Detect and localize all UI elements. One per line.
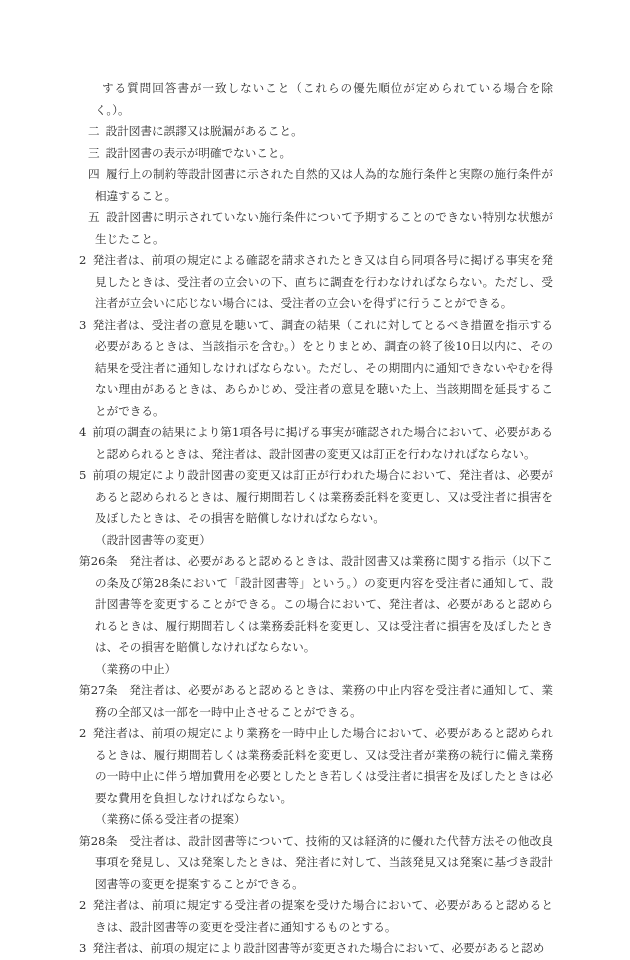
paragraph-marker: 第26条 [79,554,118,568]
paragraph-art25-clause-4 [79,422,553,465]
paragraph-text: 発注者は、受注者の意見を聴いて、調査の結果（これに対してとるべき措置を指示する必要があるときは、当該指示を含む。）をとりまとめ、調査の終了後10日以内に、その結果を受注者に通知しなければならない。ただし、その期間内に通知できないやむを得ない理由があるときは、あらかじめ、受注者の意見を聴いた上、当該期間を延長することができる。 [92,317,553,418]
paragraph-marker: 三 [88,145,100,160]
paragraph-text: 発注者は、前項の規定により業務を一時中止した場合において、必要があると認められるときは、履行期間若しくは業務委託料を変更し、又は受注者が業務の続行に備え業務の一時中止に伴う増加費用を必要としたとき若しくは受注者に損害を及ぼしたときは必要な費用を負担しなければならない。 [92,726,553,805]
paragraph-text: 発注者は、必要があると認めるときは、業務の中止内容を受注者に通知して、業務の全部又は一部を一時中止させることができる。 [95,683,553,719]
paragraph-item-4 [79,164,553,207]
paragraph-text: 発注者は、前項の規定により設計図書等が変更された場合において、必要があると認め [92,941,545,955]
paragraph-text: 履行上の制約等設計図書に示された自然的又は人為的な施行条件と実際の施行条件が相違すること。 [95,167,553,203]
paragraph-text: （業務の中止） [95,661,177,676]
paragraph-item-2 [79,121,553,143]
paragraph-art26-clause-1 [79,551,553,659]
paragraph-marker: 第27条 [79,683,118,697]
paragraph-marker: 第28条 [79,833,118,848]
paragraph-text: 発注者は、必要があると認めるときは、設計図書又は業務に関する指示（以下この条及び第28条において「設計図書等」という。）の変更内容を受注者に通知して、設計図書等を変更することができる。この場合において、発注者は、必要があると認められるときは、履行期間若しくは業務委託料を変更し、又は受注者に損害を及ぼしたときは、その損害を賠償しなければならない。 [95,554,553,654]
paragraph-text: 前項の調査の結果により第1項各号に掲げる事実が確認された場合において、必要があると認められるときは、発注者は、設計図書の変更又は訂正を行わなければならない。 [92,425,553,461]
paragraph-item-5 [79,207,553,250]
paragraph-art28-clause-3 [79,938,553,960]
paragraph-text: （設計図書等の変更） [95,532,211,547]
paragraph-text: 受注者は、設計図書等について、技術的又は経済的に優れた代替方法その他改良事項を発見し、又は発案したときは、発注者に対して、当該発見又は発案に基づき設計図書等の変更を提案することができる。 [95,833,553,891]
paragraph-art28-clause-2 [79,895,553,938]
paragraph-text: （業務に係る受注者の提案） [95,812,246,826]
paragraph-marker: 4 [79,425,87,439]
paragraph-text: 前項の規定により設計図書の変更又は訂正が行われた場合において、発注者は、必要があると認められるときは、履行期間若しくは業務委託料を変更し、又は受注者に損害を及ぼしたときは、その損害を賠償しなければならない。 [92,468,553,525]
paragraph-text: 設計図書に誤謬又は脱漏があること。 [105,124,303,138]
paragraph-caption-art26 [79,530,553,552]
paragraph-runover-line [79,78,553,121]
paragraph-text: 設計図書の表示が明確でないこと。 [105,145,292,160]
paragraph-art27-clause-1 [79,680,553,723]
paragraph-text: する質問回答書が一致しないこと（これらの優先順位が定められている場合を除く。）。 [95,81,553,117]
paragraph-marker: 5 [79,468,87,482]
document-body [79,78,553,960]
paragraph-text: 発注者は、前項に規定する受注者の提案を受けた場合において、必要があると認めるときは、設計図書等の変更を受注者に通知するものとする。 [92,898,553,934]
paragraph-item-3 [79,143,553,165]
paragraph-caption-art28 [79,809,553,831]
paragraph-art27-clause-2 [79,723,553,809]
paragraph-marker: 2 [79,726,87,740]
paragraph-art25-clause-5 [79,465,553,530]
paragraph-marker: 五 [88,210,100,224]
paragraph-art28-clause-1 [79,831,553,896]
paragraph-marker: 3 [79,317,87,332]
paragraph-marker: 四 [88,167,100,181]
paragraph-text: 設計図書に明示されていない施行条件について予期することのできない特別な状態が生じたこと。 [95,210,553,246]
paragraph-marker: 2 [79,898,87,912]
paragraph-marker: 2 [79,253,87,267]
paragraph-caption-art27 [79,659,553,681]
paragraph-marker: 二 [88,124,100,138]
paragraph-art25-clause-3 [79,315,553,423]
paragraph-art25-clause-2 [79,250,553,315]
paragraph-marker: 3 [79,941,87,955]
paragraph-text: 発注者は、前項の規定による確認を請求されたとき又は自ら同項各号に掲げる事実を発見したときは、受注者の立会いの下、直ちに調査を行わなければならない。ただし、受注者が立会いに応じない場合には、受注者の立会いを得ずに行うことができる。 [92,253,553,310]
